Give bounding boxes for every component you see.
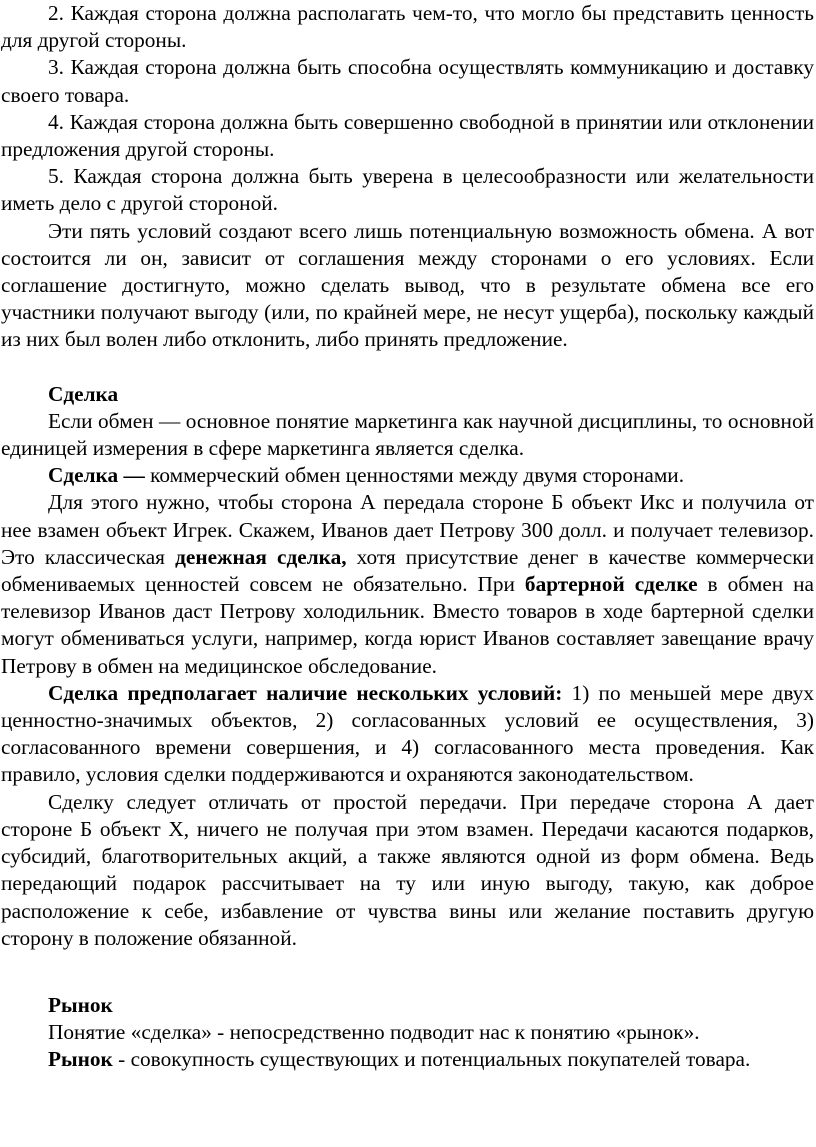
- deal-definition-term: Сделка: [48, 463, 119, 488]
- deal-conditions-paragraph: [1, 680, 814, 789]
- condition-4-paragraph: 4. Каждая сторона должна быть совершенно свободной в принятии или отклонении предложения другой стороны.: [1, 109, 814, 162]
- market-definition-term: Рынок: [48, 1047, 113, 1072]
- market-section-heading: Рынок: [48, 992, 113, 1017]
- condition-3-paragraph: 3. Каждая сторона должна быть способна осуществлять коммуникацию и доставку своего товара.: [1, 55, 814, 107]
- deal-definition-dash: ―: [118, 463, 151, 488]
- section-spacer: [1, 354, 814, 381]
- deal-conditions-text: 1) по меньшей мере двух ценностно-значимых объектов, 2) согласованных условий ее осуществления, 3) согласованного времени совершения, и 4) согласованного места проведения. Как правило, условия сделки поддерживаются и охраняются законодательством.: [1, 680, 815, 787]
- condition-5-paragraph: 5. Каждая сторона должна быть уверена в целесообразности или желательности иметь дело с другой стороной.: [1, 164, 814, 216]
- transfer-paragraph: Сделку следует отличать от простой передачи. При передаче сторона А дает стороне Б объект Х, ничего не получая при этом взамен. Передачи касаются подарков, субсидий, благотворительных акций, а также являются одной из форм обмена. Ведь передающий подарок рассчитывает на ту или иную выгоду, такую, как доброе расположение к себе, избавление от чувства вины или желание поставить другую сторону в положение обязанной.: [1, 789, 814, 950]
- deal-example-paragraph: [1, 489, 814, 679]
- deal-definition-paragraph: [1, 462, 814, 489]
- conditions-summary-paragraph: Эти пять условий создают всего лишь потенциальную возможность обмена. А вот состоится ли он, зависит от соглашения между сторонами о его условиях. Если соглашение достигнуто, можно сделать вывод, что в результате обмена все его участники получают выгоду (или, по крайней мере, не несут ущерба), поскольку каждый из них был волен либо отклонить, либо принять предложение.: [1, 218, 814, 352]
- market-definition-text: - совокупность существующих и потенциальных покупателей товара.: [112, 1047, 751, 1072]
- condition-2-paragraph: 2. Каждая сторона должна располагать чем-то, что могло бы представить ценность для другой стороны.: [1, 1, 814, 53]
- money-deal-term: денежная сделка,: [175, 544, 347, 569]
- barter-deal-term: бартерной сделке: [524, 572, 698, 597]
- deal-section-heading: Сделка: [48, 381, 119, 406]
- market-intro-paragraph: Понятие «сделка» - непосредственно подводит нас к понятию «рынок».: [48, 1020, 700, 1045]
- section-spacer: [1, 952, 814, 992]
- deal-example-text-1: Для этого нужно, чтобы сторона А передала стороне Б объект Икс и получила от нее взамен объект Игрек. Скажем, Иванов дает Петрову 300 долл. и получает телевизор. Это классическая: [1, 490, 814, 569]
- deal-example-text-3: в обмен на телевизор Иванов даст Петрову холодильник. Вместо товаров в ходе бартерной сделки могут обмениваться услуги, например, когда юрист Иванов составляет завещание врачу Петрову в обмен на медицинское обследование.: [1, 572, 815, 678]
- deal-definition-text: коммерческий обмен ценностями между двумя сторонами.: [150, 463, 685, 488]
- market-definition-paragraph: [1, 1046, 814, 1073]
- deal-conditions-lead: Сделка предполагает наличие нескольких условий:: [48, 680, 563, 705]
- deal-example-text-2: хотя присутствие денег в качестве коммерчески обмениваемых ценностей совсем не обязательно. При: [1, 544, 815, 597]
- deal-intro-paragraph: Если обмен ― основное понятие маркетинга как научной дисциплины, то основной единицей измерения в сфере маркетинга является сделка.: [1, 408, 814, 461]
